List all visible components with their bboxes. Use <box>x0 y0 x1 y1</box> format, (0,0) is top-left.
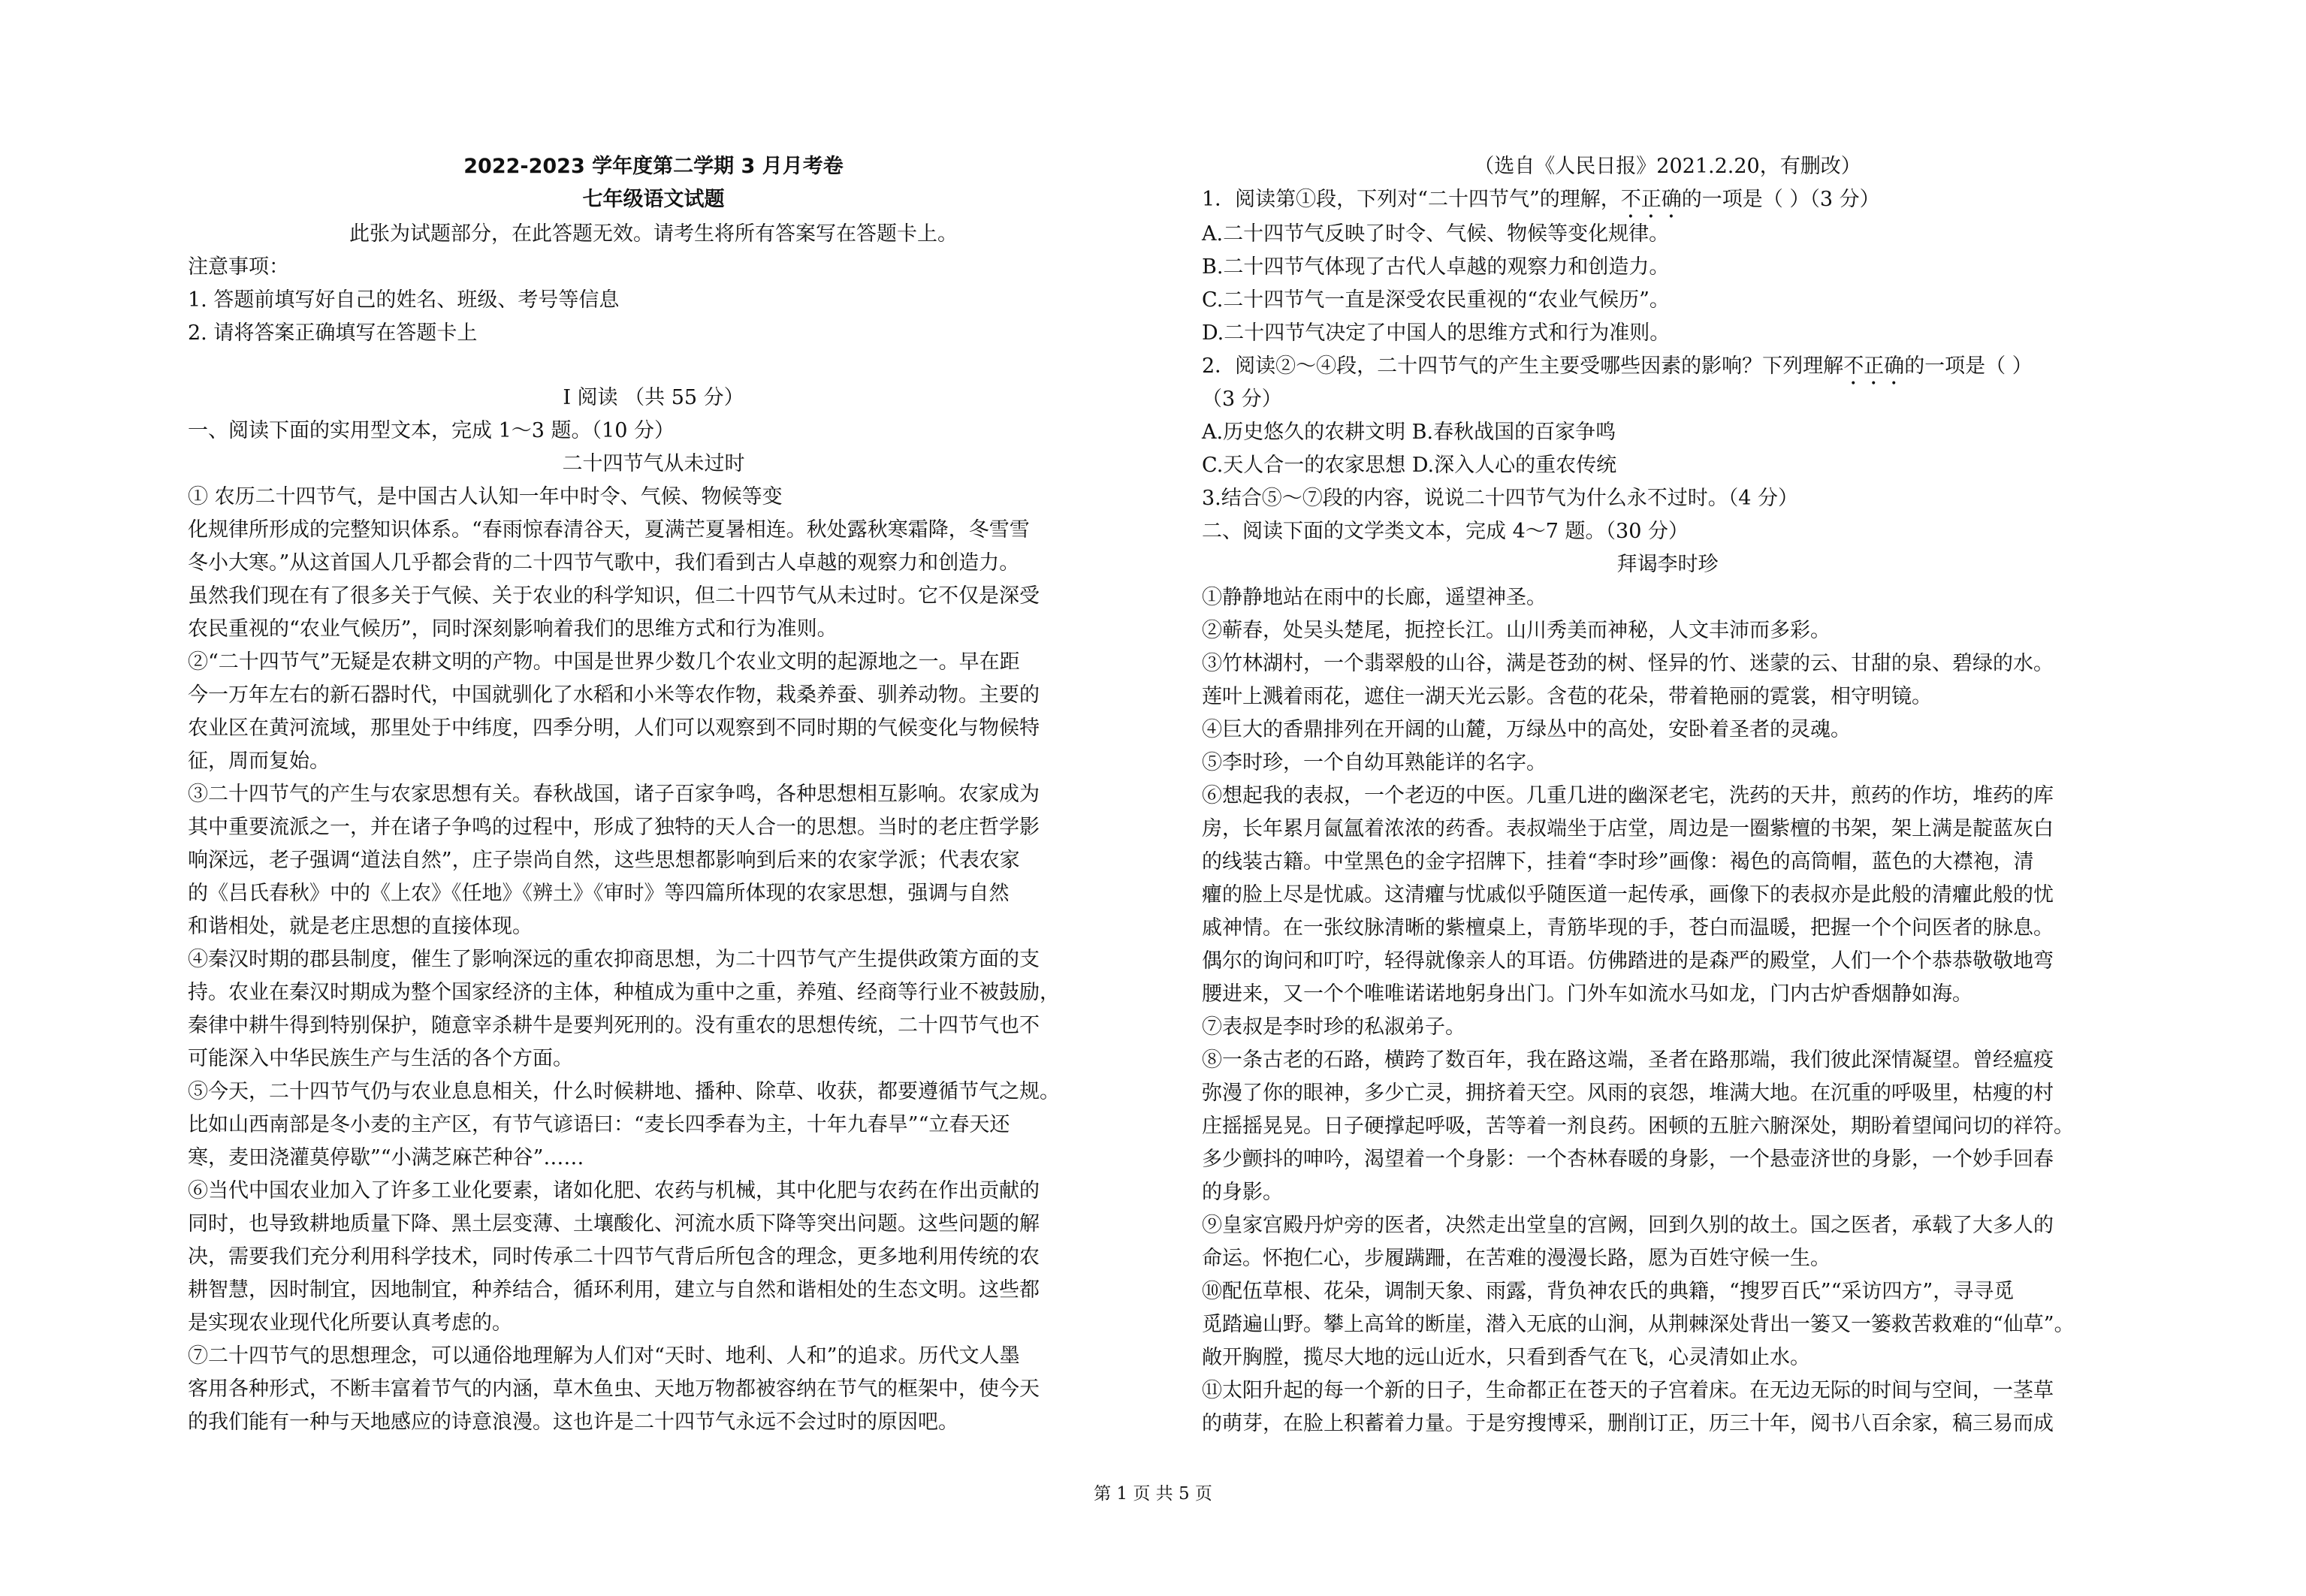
text-line: ②“二十四节气”无疑是农耕文明的产物。中国是世界少数几个农业文明的起源地之一。早在距 <box>188 650 1020 674</box>
text-line: 觅踏遍山野。攀上高耸的断崖，潜入无底的山涧，从荆棘深处背出一篓又一篓救苦救难的“仙草”。 <box>1202 1313 2075 1336</box>
text-line: 持。农业在秦汉时期成为整个国家经济的主体，种植成为重中之重，养殖、经商等行业不被鼓励， <box>188 981 1060 1004</box>
text-line: 化规律所形成的完整知识体系。“春雨惊春清谷天，夏满芒夏暑相连。秋处露秋寒霜降，冬雪雪 <box>188 518 1030 542</box>
text-line: 寒，麦田浇灌莫停歇”“小满芝麻芒种谷”…… <box>188 1146 584 1169</box>
text-line: 其中重要流派之一，并在诸子争鸣的过程中，形成了独特的天人合一的思想。当时的老庄哲学影 <box>188 816 1040 839</box>
text-line: ④秦汉时期的郡县制度，催生了影响深远的重农抑商思想，为二十四节气产生提供政策方面的支 <box>188 948 1040 971</box>
text-line: 耕智慧，因时制宜，因地制宜，种养结合，循环利用，建立与自然和谐相处的生态文明。这些都 <box>188 1278 1040 1302</box>
text-line: ⑧一条古老的石路，横跨了数百年，我在路这端，圣者在路那端，我们彼此深情凝望。曾经瘟疫 <box>1202 1048 2054 1072</box>
article-title: 二十四节气从未过时 <box>562 452 745 475</box>
text-line: ⑦二十四节气的思想理念，可以通俗地理解为人们对“天时、地利、人和”的追求。历代文人墨 <box>188 1344 1020 1368</box>
emphasis-dotted: 不正确 <box>1843 354 1905 378</box>
text-line: 敞开胸膛，揽尽大地的远山近水，只看到香气在飞，心灵清如止水。 <box>1202 1346 1810 1369</box>
text-line: 今一万年左右的新石器时代，中国就驯化了水稻和小米等农作物，栽桑养蚕、驯养动物。主要的 <box>188 683 1040 707</box>
text-line: 的《吕氏春秋》中的《上农》《任地》《辨土》《审时》等四篇所体现的农家思想，强调与自然 <box>188 882 1010 905</box>
option-d: D.二十四节气决定了中国人的思维方式和行为准则。 <box>1202 321 1671 345</box>
exam-subtitle: 七年级语文试题 <box>582 188 725 211</box>
text-line: 是实现农业现代化所要认真考虑的。 <box>188 1311 512 1335</box>
text-line: ⑥当代中国农业加入了许多工业化要素，诸如化肥、农药与机械，其中化肥与农药在作出贡献的 <box>188 1179 1040 1202</box>
option-row: A.历史悠久的农耕文明 B.春秋战国的百家争鸣 <box>1202 421 1616 444</box>
text-line: ①静静地站在雨中的长廊，遥望神圣。 <box>1202 586 1547 609</box>
text-line: 秦律中耕牛得到特别保护，随意宰杀耕牛是要判死刑的。没有重农的思想传统，二十四节气也不 <box>188 1014 1040 1037</box>
text-line: 戚神情。在一张纹脉清晰的紫檀桌上，青筋毕现的手，苍白而温暖，把握一个个问医者的脉息。 <box>1202 916 2054 940</box>
text-line: ③二十四节气的产生与农家思想有关。春秋战国，诸子百家争鸣，各种思想相互影响。农家成为 <box>188 783 1040 806</box>
text-line: 可能深入中华民族生产与生活的各个方面。 <box>188 1047 573 1070</box>
note-item: 1. 答题前填写好自己的姓名、班级、考号等信息 <box>188 288 620 312</box>
text-line: ⑪太阳升起的每一个新的日子，生命都正在苍天的子宫着床。在无边无际的时间与空间，一茎草 <box>1202 1379 2054 1402</box>
part-heading: 二、阅读下面的文学类文本，完成 4～7 题。（30 分） <box>1202 520 1689 543</box>
part-heading: 一、阅读下面的实用型文本，完成 1～3 题。（10 分） <box>188 419 675 442</box>
text-line: ④巨大的香鼎排列在开阔的山麓，万绿丛中的高处，安卧着圣者的灵魂。 <box>1202 718 1851 741</box>
text-line: 偶尔的询问和叮咛，轻得就像亲人的耳语。仿佛踏进的是森严的殿堂，人们一个个恭恭敬敬地弯 <box>1202 949 2054 973</box>
text-line: 决，需要我们充分利用科学技术，同时传承二十四节气背后所包含的理念，更多地利用传统的农 <box>188 1245 1040 1269</box>
section-heading: Ⅰ 阅读 （共 55 分） <box>563 386 744 409</box>
instruction-line: 此张为试题部分，在此答题无效。请考生将所有答案写在答题卡上。 <box>349 222 958 246</box>
text-line: ⑥想起我的表叔，一个老迈的中医。几重几进的幽深老宅，洗药的天井，煎药的作坊，堆药的库 <box>1202 784 2054 807</box>
question-1-suffix: 的一项是（ ）（3 分） <box>1681 188 1880 211</box>
text-line: 虽然我们现在有了很多关于气候、关于农业的科学知识，但二十四节气从未过时。它不仅是深受 <box>188 584 1040 608</box>
question-3: 3.结合⑤～⑦段的内容，说说二十四节气为什么永不过时。（4 分） <box>1202 487 1799 510</box>
notes-heading: 注意事项： <box>188 255 289 279</box>
question-2-score: （3 分） <box>1202 388 1282 411</box>
text-line: ⑤李时珍，一个自幼耳熟能详的名字。 <box>1202 751 1547 774</box>
text-line: 同时，也导致耕地质量下降、黑土层变薄、土壤酸化、河流水质下降等突出问题。这些问题的解 <box>188 1212 1040 1235</box>
text-line: 响深远，老子强调“道法自然”，庄子崇尚自然，这些思想都影响到后来的农家学派；代表农家 <box>188 849 1020 872</box>
option-a: A.二十四节气反映了时令、气候、物候等变化规律。 <box>1202 222 1670 246</box>
text-line: 命运。怀抱仁心，步履蹒跚，在苦难的漫漫长路，愿为百姓守候一生。 <box>1202 1247 1831 1270</box>
text-line: 的身影。 <box>1202 1181 1283 1204</box>
text-line: 和谐相处，就是老庄思想的直接体现。 <box>188 915 533 938</box>
text-line: 房，长年累月氤氲着浓浓的药香。表叔端坐于店堂，周边是一圈紫檀的书架，架上满是靛蓝灰白 <box>1202 817 2054 840</box>
text-line: ① 农历二十四节气，是中国古人认知一年中时令、气候、物候等变 <box>188 485 783 508</box>
text-line: 农民重视的“农业气候历”，同时深刻影响着我们的思维方式和行为准则。 <box>188 617 838 641</box>
text-line: 弥漫了你的眼神，多少亡灵，拥挤着天空。风雨的哀怨，堆满大地。在沉重的呼吸里，枯瘦的村 <box>1202 1082 2054 1105</box>
question-2-stem: 2．阅读②～④段，二十四节气的产生主要受哪些因素的影响？下列理解 <box>1202 354 1844 378</box>
exam-title: 2022-2023 学年度第二学期 3 月月考卷 <box>463 155 844 178</box>
text-line: 客用各种形式，不断丰富着节气的内涵，草木鱼虫、天地万物都被容纳在节气的框架中，使今天 <box>188 1377 1040 1401</box>
text-line: 比如山西南部是冬小麦的主产区，有节气谚语曰：“麦长四季春为主，十年九春旱”“立春天还 <box>188 1113 1010 1136</box>
question-2-suffix: 的一项是（ ） <box>1904 354 2033 378</box>
page-footer: 第 1 页 共 5 页 <box>1094 1484 1212 1504</box>
question-2 <box>1202 350 2033 390</box>
text-line: 的我们能有一种与天地感应的诗意浪漫。这也许是二十四节气永远不会过时的原因吧。 <box>188 1410 958 1434</box>
text-line: 莲叶上溅着雨花，遮住一湖天光云影。含苞的花朵，带着艳丽的霓裳，相守明镜。 <box>1202 685 1932 708</box>
text-line: ②蕲春，处吴头楚尾，扼控长江。山川秀美而神秘，人文丰沛而多彩。 <box>1202 619 1831 642</box>
text-line: 的线装古籍。中堂黑色的金字招牌下，挂着“李时珍”画像：褐色的高筒帽，蓝色的大襟袍，清 <box>1202 850 2034 873</box>
source-note: （选自《人民日报》2021.2.20，有删改） <box>1474 155 1861 178</box>
text-line: 农业区在黄河流域，那里处于中纬度，四季分明，人们可以观察到不同时期的气候变化与物候特 <box>188 717 1040 740</box>
text-line: ⑩配伍草根、花朵，调制天象、雨露，背负神农氏的典籍，“搜罗百氏”“采访四方”，寻寻觅 <box>1202 1280 2015 1303</box>
text-line: 多少颤抖的呻吟，渴望着一个身影：一个杏林春暖的身影，一个悬壶济世的身影，一个妙手回春 <box>1202 1148 2054 1171</box>
text-line: 冬小大寒。”从这首国人几乎都会背的二十四节气歌中，我们看到古人卓越的观察力和创造力。 <box>188 551 1020 575</box>
text-line: ③竹林湖村，一个翡翠般的山谷，满是苍劲的树、怪异的竹、迷蒙的云、甘甜的泉、碧绿的水。 <box>1202 652 2054 675</box>
option-b: B.二十四节气体现了古代人卓越的观察力和创造力。 <box>1202 255 1670 279</box>
emphasis-dotted: 不正确 <box>1620 188 1682 211</box>
text-line: 征，周而复始。 <box>188 750 330 773</box>
option-row: C.天人合一的农家思想 D.深入人心的重农传统 <box>1202 454 1617 477</box>
text-line: 腰进来，又一个个唯唯诺诺地躬身出门。门外车如流水马如龙，门内古炉香烟静如海。 <box>1202 982 1972 1006</box>
text-line: ⑦表叔是李时珍的私淑弟子。 <box>1202 1015 1465 1039</box>
option-c: C.二十四节气一直是深受农民重视的“农业气候历”。 <box>1202 288 1670 312</box>
note-item: 2. 请将答案正确填写在答题卡上 <box>188 321 478 345</box>
text-line: ⑤今天，二十四节气仍与农业息息相关，什么时候耕地、播种、除草、收获，都要遵循节气之规。 <box>188 1080 1060 1103</box>
question-1-stem: 1．阅读第①段，下列对“二十四节气”的理解， <box>1202 188 1621 211</box>
text-line: 的萌芽，在脸上积蓄着力量。于是穷搜博采，删削订正，历三十年，阅书八百余家，稿三易而成 <box>1202 1412 2054 1435</box>
text-line: 癯的脸上尽是忧戚。这清癯与忧戚似乎随医道一起传承，画像下的表叔亦是此般的清癯此般的忧 <box>1202 883 2054 907</box>
article-title: 拜谒李时珍 <box>1616 553 1719 576</box>
text-line: ⑨皇家宫殿丹炉旁的医者，决然走出堂皇的宫阙，回到久别的故土。国之医者，承载了大多人的 <box>1202 1214 2054 1237</box>
text-line: 庄摇摇晃晃。日子硬撑起呼吸，苦等着一剂良药。困顿的五脏六腑深处，期盼着望闻问切的祥符。 <box>1202 1115 2074 1138</box>
